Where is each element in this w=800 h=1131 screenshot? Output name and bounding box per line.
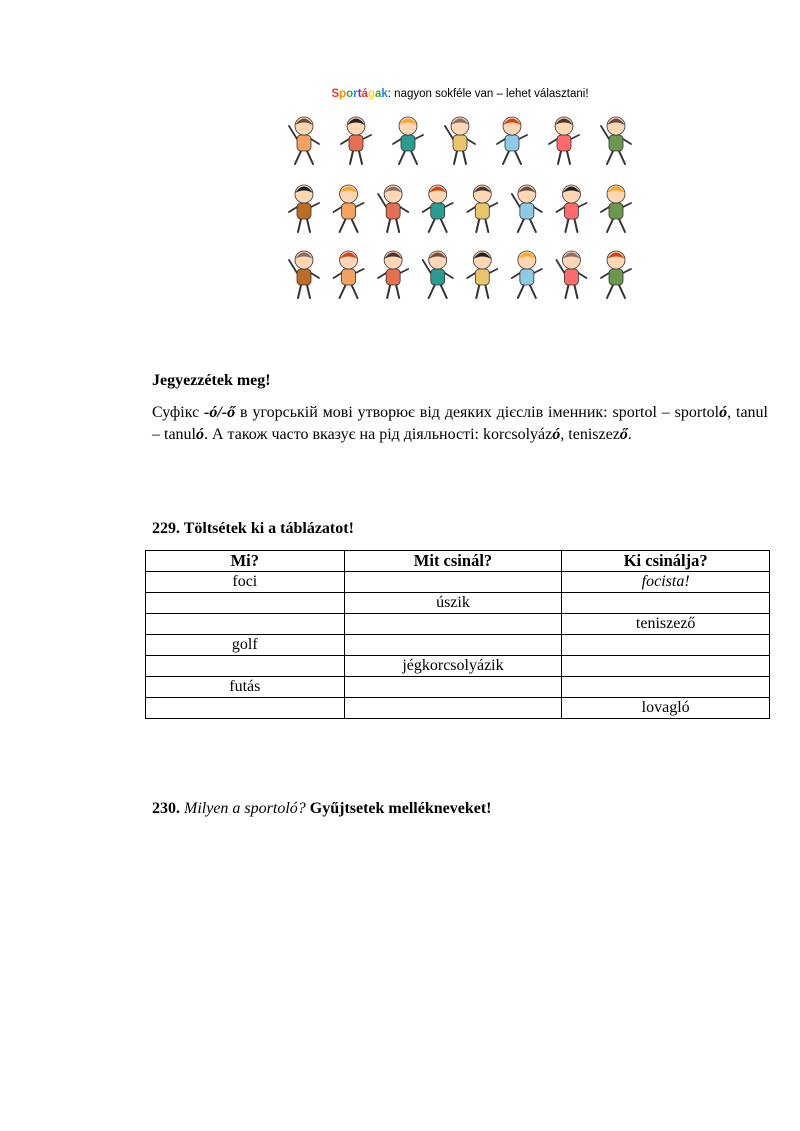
table-row	[146, 698, 770, 719]
table-cell[interactable]	[146, 593, 345, 614]
child-figure-icon	[467, 185, 497, 232]
table-row	[146, 593, 770, 614]
child-figure-icon	[334, 251, 364, 298]
header-mi: Mi?	[146, 551, 345, 572]
table-row	[146, 677, 770, 698]
child-figure-icon	[334, 185, 364, 232]
child-figure-icon	[393, 117, 423, 164]
child-figure-icon	[512, 185, 542, 232]
child-figure-icon	[289, 117, 319, 164]
task-230	[152, 800, 492, 818]
table-cell[interactable]	[146, 698, 345, 719]
child-figure-icon	[497, 117, 527, 164]
table-header-row	[146, 551, 770, 572]
child-figure-icon	[556, 251, 586, 298]
table-cell[interactable]	[562, 635, 770, 656]
child-figure-icon	[341, 117, 371, 164]
child-figure-icon	[378, 251, 408, 298]
caption-letter: k	[381, 88, 388, 100]
table-row	[146, 656, 770, 677]
header-ki-csinalja: Ki csinálja?	[562, 551, 770, 572]
table-cell[interactable]	[562, 593, 770, 614]
table-cell[interactable]: golf	[146, 635, 345, 656]
table-cell[interactable]: úszik	[344, 593, 562, 614]
table-cell[interactable]	[344, 698, 562, 719]
note-heading: Jegyezzétek meg!	[152, 372, 271, 389]
task-230-question: Milyen a sportoló?	[184, 800, 306, 817]
illustration-caption	[284, 88, 636, 100]
caption-letter: o	[346, 88, 354, 100]
caption-rest: : nagyon sokféle van – lehet választani!	[387, 88, 589, 100]
table-cell[interactable]	[344, 635, 562, 656]
table-cell[interactable]: lovagló	[562, 698, 770, 719]
child-figure-icon	[512, 251, 542, 298]
fill-in-table	[145, 550, 770, 719]
caption-colored-word	[331, 88, 387, 100]
table-cell[interactable]	[562, 677, 770, 698]
caption-letter: t	[357, 88, 362, 100]
caption-letter: S	[331, 88, 340, 100]
table-cell[interactable]: jégkorcsolyázik	[344, 656, 562, 677]
caption-letter: a	[374, 88, 382, 100]
child-figure-icon	[423, 185, 453, 232]
header-mit-csinal: Mit csinál?	[344, 551, 562, 572]
note-paragraph: Суфікс -ó/-ő в угорській мові утворює від деяких дієслів іменник: sportol – sportoló, tanul – tanuló. А також часто вказує на рід діяльності: korcsolyázó, teniszező.	[152, 404, 768, 443]
sports-illustration	[284, 84, 636, 316]
caption-letter: r	[353, 88, 358, 100]
table-row	[146, 614, 770, 635]
table-cell[interactable]: foci	[146, 572, 345, 593]
table-row	[146, 572, 770, 593]
child-figure-icon	[378, 185, 408, 232]
table-cell[interactable]	[344, 572, 562, 593]
child-figure-icon	[467, 251, 497, 298]
child-figure-icon	[556, 185, 586, 232]
table-cell[interactable]	[146, 614, 345, 635]
caption-letter: p	[339, 88, 347, 100]
child-figure-icon	[601, 251, 631, 298]
child-figure-icon	[289, 185, 319, 232]
table-cell[interactable]	[344, 677, 562, 698]
child-figure-icon	[601, 117, 631, 164]
caption-letter: g	[367, 88, 375, 100]
child-figure-icon	[601, 185, 631, 232]
child-figure-icon	[549, 117, 579, 164]
table-cell[interactable]: focista!	[562, 572, 770, 593]
task-230-instruction: Gyűjtsetek mellékneveket!	[309, 800, 492, 817]
child-figure-icon	[445, 117, 475, 164]
sports-children-icon	[284, 108, 636, 316]
child-figure-icon	[289, 251, 319, 298]
table-row	[146, 635, 770, 656]
task-230-number: 230.	[152, 800, 180, 817]
table-cell[interactable]	[344, 614, 562, 635]
table-cell[interactable]	[562, 656, 770, 677]
child-figure-icon	[423, 251, 453, 298]
table-cell[interactable]: futás	[146, 677, 345, 698]
caption-letter: á	[361, 88, 368, 100]
table-cell[interactable]: teniszező	[562, 614, 770, 635]
table-cell[interactable]	[146, 656, 345, 677]
task-229-title: 229. Töltsétek ki a táblázatot!	[152, 520, 354, 537]
